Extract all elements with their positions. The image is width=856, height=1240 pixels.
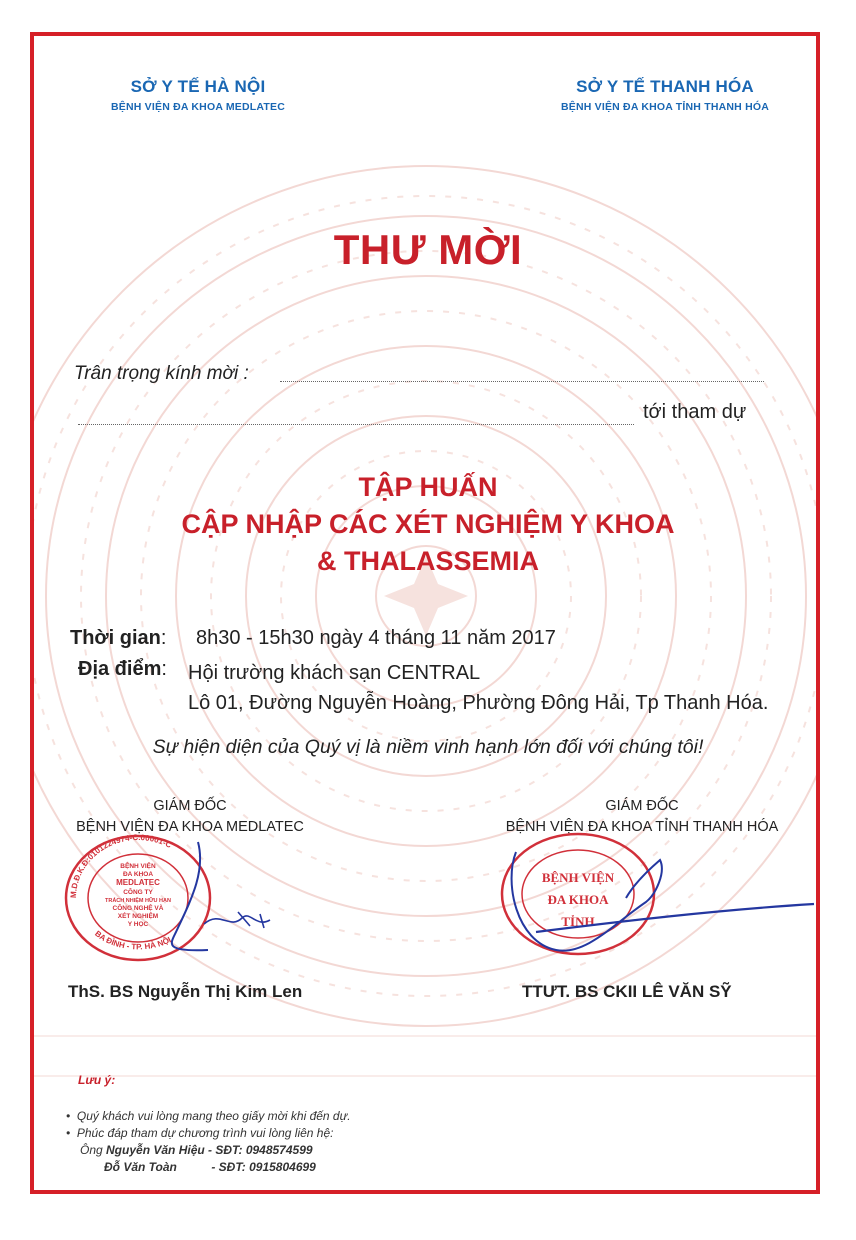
right-org: BỆNH VIỆN ĐA KHOA TỈNH THANH HÓA [505, 819, 779, 835]
notes-title: Lưu ý: [78, 1073, 116, 1087]
header-left-hospital: BỆNH VIỆN ĐA KHOA MEDLATEC [111, 101, 285, 113]
svg-text:TỈNH: TỈNH [561, 914, 595, 929]
left-role: GIÁM ĐỐC [153, 798, 227, 814]
time-row: Thời gian: [70, 627, 167, 649]
header-left-dept: SỞ Y TẾ HÀ NỘI [130, 77, 266, 96]
note-bullet-1: • Quý khách vui lòng mang theo giấy mời khi đến dự. [66, 1109, 351, 1123]
place-line-2: Lô 01, Đường Nguyễn Hoàng, Phường Đông Hải, Tp Thanh Hóa. [188, 692, 769, 714]
contact-2-phone: - SĐT: 0915804699 [211, 1160, 316, 1174]
left-signer-name: ThS. BS Nguyễn Thị Kim Len [68, 982, 303, 1001]
contact-1-name: Nguyễn Văn Hiệu [106, 1143, 205, 1157]
event-line-3: & THALASSEMIA [317, 546, 539, 576]
svg-text:CÔNG TY: CÔNG TY [123, 889, 153, 896]
header-right [525, 77, 805, 113]
note-contact-2 [66, 1159, 466, 1176]
svg-text:BỆNH VIỆN: BỆNH VIỆN [541, 870, 615, 885]
svg-text:ĐA KHOA: ĐA KHOA [547, 892, 609, 907]
right-role: GIÁM ĐỐC [605, 798, 679, 814]
page-border [30, 32, 820, 1194]
svg-text:Y HỌC: Y HỌC [127, 921, 149, 928]
svg-text:BỆNH VIỆN: BỆNH VIỆN [120, 863, 156, 870]
place-line-1: Hội trường khách sạn CENTRAL [188, 662, 481, 684]
svg-text:BA ĐÌNH - TP. HÀ NỘI [93, 929, 172, 951]
left-org: BỆNH VIỆN ĐA KHOA MEDLATEC [76, 819, 304, 835]
header-right-hospital: BỆNH VIỆN ĐA KHOA TỈNH THANH HÓA [560, 101, 770, 113]
time-label: Thời gian [70, 627, 161, 649]
thanhhoa-stamp-icon [496, 832, 816, 972]
svg-text:TRÁCH NHIỆM HỮU HẠN: TRÁCH NHIỆM HỮU HẠN [105, 898, 171, 904]
time-value: 8h30 - 15h30 ngày 4 tháng 11 năm 2017 [196, 627, 556, 649]
header-left [58, 77, 338, 113]
page-title: THƯ MỜI [333, 226, 523, 273]
place-label: Địa điểm [78, 658, 162, 680]
right-signer-name: TTƯT. BS CKII LÊ VĂN SỸ [522, 982, 732, 1001]
left-stamp-ring-bottom: BA ĐÌNH - TP. HÀ NỘI [93, 929, 173, 952]
svg-text:CÔNG NGHỆ VÀ: CÔNG NGHỆ VÀ [112, 905, 164, 912]
note-contact-1: Ông Nguyễn Văn Hiệu - SĐT: 0948574599 [80, 1143, 313, 1157]
notes-block [66, 1108, 466, 1176]
closing-sentence: Sự hiện diện của Quý vị là niềm vinh hạnh lớn đối với chúng tôi! [152, 736, 704, 758]
event-title [0, 472, 856, 577]
contact-2-name: Đỗ Văn Toàn [104, 1160, 177, 1174]
dotted-line-1 [280, 381, 764, 382]
event-line-2: CẬP NHẬP CÁC XÉT NGHIỆM Y KHOA [181, 509, 675, 539]
event-line-1: TẬP HUẤN [358, 472, 498, 502]
dotted-line-2 [78, 424, 634, 425]
left-stamp-ring: M.D.Đ.K.Đ:0101224974-C.00001-C [68, 832, 173, 899]
header-right-dept: SỞ Y TẾ THANH HÓA [576, 77, 754, 96]
note-bullet-2: • Phúc đáp tham dự chương trình vui lòng liên hệ: [66, 1126, 334, 1140]
contact-1-phone: - SĐT: 0948574599 [208, 1143, 313, 1157]
svg-text:XÉT NGHIỆM: XÉT NGHIỆM [117, 913, 159, 920]
notes-label [78, 1072, 115, 1089]
place-row: Địa điểm: [78, 658, 167, 680]
svg-text:ĐA KHOA: ĐA KHOA [122, 871, 154, 878]
left-signature-icon [200, 900, 320, 940]
medlatec-stamp-icon [58, 832, 218, 962]
attend-text: tới tham dự [643, 401, 747, 423]
invitation-line: Trân trọng kính mời : [74, 363, 249, 384]
svg-text:MEDLATEC: MEDLATEC [116, 878, 160, 887]
